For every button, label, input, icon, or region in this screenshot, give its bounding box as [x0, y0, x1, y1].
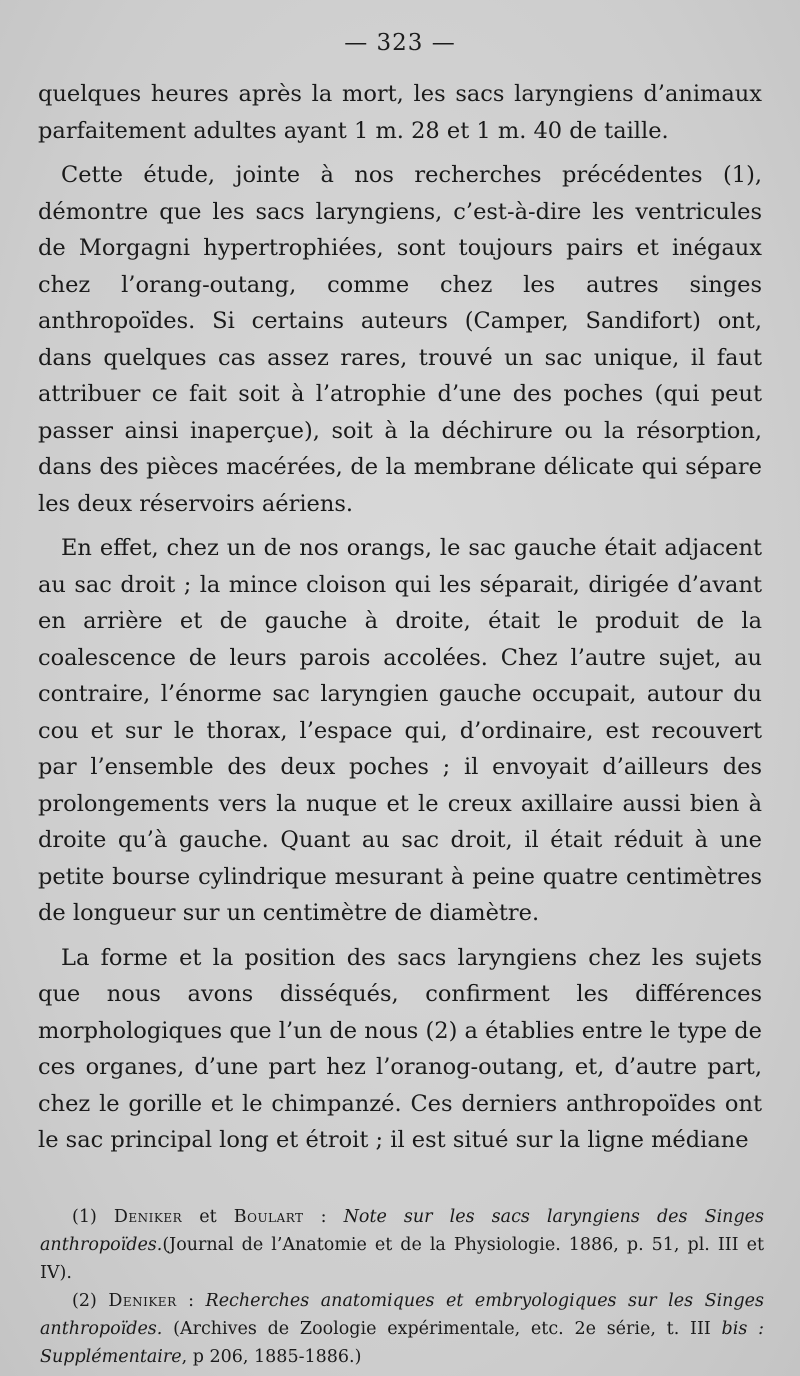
body-text: [38, 76, 762, 1167]
footnote-1-source: (Journal de l’Anatomie et de la Physiologie. 1886, p. 51, pl. III et IV).: [40, 1235, 764, 1283]
footnote-2-pages: , p 206, 1885-1886.): [181, 1347, 362, 1367]
paragraph-3: En effet, chez un de nos orangs, le sac gauche était adjacent au sac droit ; la mince cloison qui les séparait, dirigée d’avant en arrière et de gauche à droite, était le produit de la coalescence de leurs parois accolées. Chez l’autre sujet, au contraire, l’énorme sac laryngien gauche occupait, autour du cou et sur le thorax, l’espace qui, d’ordinaire, est recouvert par l’ensemble des deux poches ; il envoyait d’ailleurs des prolongements vers la nuque et le creux axillaire aussi bien à droite qu’à gauche. Quant au sac droit, il était réduit à une petite bourse cylindrique mesurant à peine quatre centimètres de longueur sur un centimètre de diamètre.: [38, 535, 762, 926]
page-number: — 323 —: [344, 30, 456, 56]
footnote-1: [40, 1203, 764, 1287]
footnote-1-author-1: Deniker: [113, 1207, 183, 1227]
footnote-2-title: Recherches anatomiques et embryologiques sur les Singes anthropoïdes.: [40, 1291, 764, 1339]
footnote-2: [40, 1287, 764, 1371]
footnote-1-marker: (1): [72, 1207, 97, 1227]
footnote-1-connector: et: [182, 1207, 234, 1227]
footnote-2-author: Deniker: [108, 1291, 177, 1311]
paragraph-1: quelques heures après la mort, les sacs laryngiens d’animaux parfaitement adultes ayant 1 m. 28 et 1 m. 40 de taille.: [38, 81, 762, 144]
footnote-2-subtitle: bis : Supplémentaire: [40, 1319, 764, 1367]
footnote-2-source: (Archives de Zoologie expérimentale, etc. 2e série, t. III: [162, 1319, 722, 1339]
paragraph-2: Cette étude, jointe à nos recherches précédentes (1), démontre que les sacs laryngiens, c’est-à-dire les ventricules de Morgagni hypertrophiées, sont toujours pairs et inégaux chez l’orang-outang, comme chez les autres singes anthropoïdes. Si certains auteurs (Camper, Sandifort) ont, dans quelques cas assez rares, trouvé un sac unique, il faut attribuer ce fait soit à l’atrophie d’une des poches (qui peut passer ainsi inaperçue), soit à la déchirure ou la résorption, dans des pièces macérées, de la membrane délicate qui sépare les deux réservoirs aériens.: [38, 162, 762, 517]
footnote-2-marker: (2): [72, 1291, 97, 1311]
footnote-2-separator: :: [176, 1291, 206, 1311]
footnote-1-author-2: Boulart: [233, 1207, 304, 1227]
footnotes: [40, 1203, 764, 1371]
footnote-1-separator: :: [303, 1207, 344, 1227]
footnote-1-title: Note sur les sacs laryngiens des Singes anthropoïdes.: [40, 1207, 764, 1255]
paragraph-4: La forme et la position des sacs laryngiens chez les sujets que nous avons disséqués, confirment les différences morphologiques que l’un de nous (2) a établies entre le type de ces organes, d’une part hez l’oranog-outang, et, d’autre part, chez le gorille et le chimpanzé. Ces derniers anthropoïdes ont le sac principal long et étroit ; il est situé sur la ligne médiane: [38, 944, 762, 1153]
